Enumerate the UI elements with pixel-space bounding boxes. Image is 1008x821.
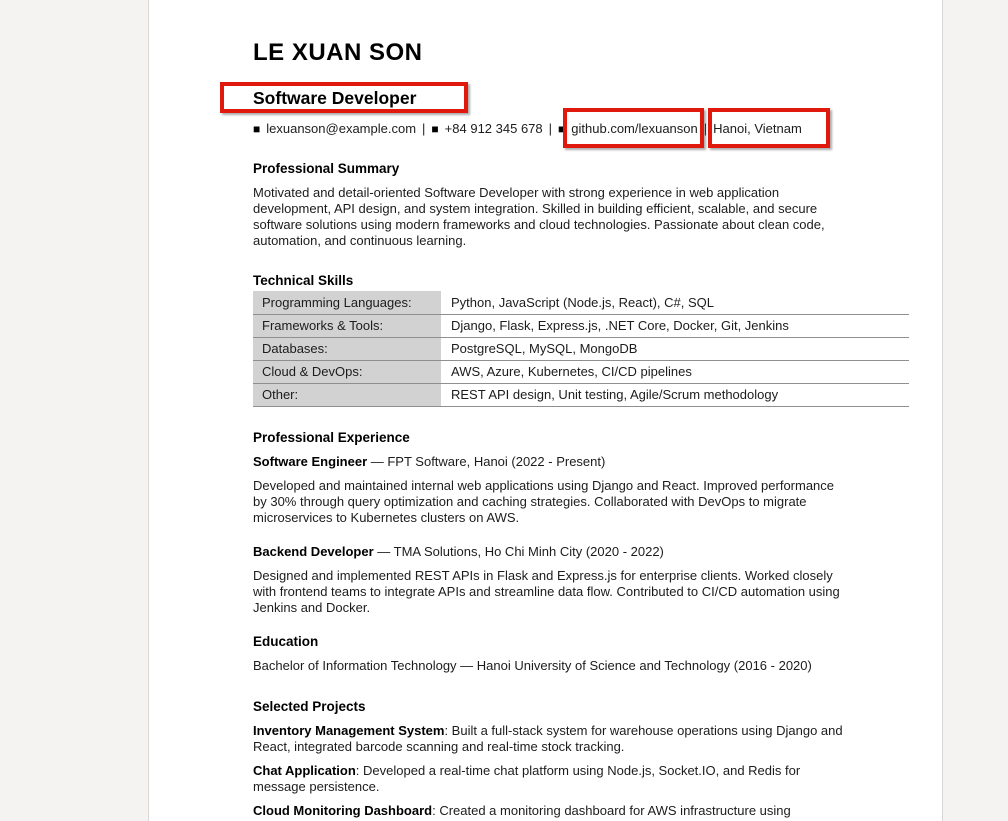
project-name: Inventory Management System xyxy=(253,722,445,738)
skills-table xyxy=(253,291,909,407)
job-title-line xyxy=(253,544,893,559)
table-row xyxy=(253,314,909,337)
annotation-box-location xyxy=(708,108,830,148)
job-description: Designed and implemented REST APIs in Flask and Express.js for enterprise clients. Worked closely with frontend teams to integrate APIs and streamline data flow. Contributed to CI/CD automation using Jenkins and Docker. xyxy=(253,567,840,615)
email-icon: ■ xyxy=(253,122,261,136)
resume-name: LE XUAN SON xyxy=(253,39,423,66)
table-row xyxy=(253,360,909,383)
table-row xyxy=(253,337,909,360)
job-role: Backend Developer xyxy=(253,543,374,559)
phone-icon: ■ xyxy=(431,122,439,136)
job-title-line xyxy=(253,454,893,469)
github-icon: ■ xyxy=(558,122,566,136)
skill-value: AWS, Azure, Kubernetes, CI/CD pipelines xyxy=(441,360,909,383)
job-org: — TMA Solutions, Ho Chi Minh City (2020 - 2022) xyxy=(373,543,664,559)
job-org: — FPT Software, Hanoi (2022 - Present) xyxy=(367,453,606,469)
table-row xyxy=(253,291,909,314)
project-description: : Built a full-stack system for warehouse operations using Django and React, integrated barcode scanning and real-time stock tracking. xyxy=(253,722,843,754)
project-item xyxy=(253,803,853,819)
skill-label: Frameworks & Tools: xyxy=(253,314,441,337)
skill-value: REST API design, Unit testing, Agile/Scrum methodology xyxy=(441,383,909,406)
project-name: Cloud Monitoring Dashboard xyxy=(253,802,433,818)
projects-heading: Selected Projects xyxy=(253,698,366,714)
annotation-box-job-title xyxy=(220,82,468,113)
skills-heading: Technical Skills xyxy=(253,273,354,288)
skill-label: Programming Languages: xyxy=(253,291,441,314)
education-line: Bachelor of Information Technology — Hanoi University of Science and Technology (2016 - 2020) xyxy=(253,657,812,673)
contact-phone: +84 912 345 678 xyxy=(444,121,543,136)
summary-heading: Professional Summary xyxy=(253,161,400,176)
skill-label: Databases: xyxy=(253,337,441,360)
job-description: Developed and maintained internal web applications using Django and React. Improved performance by 30% through query optimization and caching strategies. Collaborated with DevOps to migrate microservices to Kubernetes clusters on AWS. xyxy=(253,477,835,525)
project-description: : Developed a real-time chat platform using Node.js, Socket.IO, and Redis for message persistence. xyxy=(253,762,801,794)
contact-location: Hanoi, Vietnam xyxy=(713,121,802,136)
job-role: Software Engineer xyxy=(253,453,368,469)
project-description: : Created a monitoring dashboard for AWS infrastructure using xyxy=(432,802,791,818)
skill-value: Django, Flask, Express.js, .NET Core, Docker, Git, Jenkins xyxy=(441,314,909,337)
experience-heading: Professional Experience xyxy=(253,429,410,445)
project-name: Chat Application xyxy=(253,762,356,778)
contact-separator: | xyxy=(703,121,708,136)
contact-github: github.com/lexuanson xyxy=(571,121,698,136)
project-item xyxy=(253,723,853,755)
contact-separator: | xyxy=(422,121,426,136)
resume-job-title: Software Developer xyxy=(253,88,417,108)
table-row xyxy=(253,383,909,406)
skill-value: Python, JavaScript (Node.js, React), C#, SQL xyxy=(441,291,909,314)
skill-label: Other: xyxy=(253,383,441,406)
contact-email: lexuanson@example.com xyxy=(266,121,417,136)
annotation-box-github xyxy=(563,108,704,148)
summary-text: Motivated and detail-oriented Software Developer with strong experience in web application development, API design, and system integration. Skilled in building efficient, scalable, and secure software solutions using modern frameworks and cloud technologies. Passionate about clean code, automation, and continuous learning. xyxy=(253,185,825,248)
education-heading: Education xyxy=(253,633,319,649)
project-item xyxy=(253,763,853,795)
contact-separator: | xyxy=(548,121,553,136)
skill-label: Cloud & DevOps: xyxy=(253,360,441,383)
skill-value: PostgreSQL, MySQL, MongoDB xyxy=(441,337,909,360)
